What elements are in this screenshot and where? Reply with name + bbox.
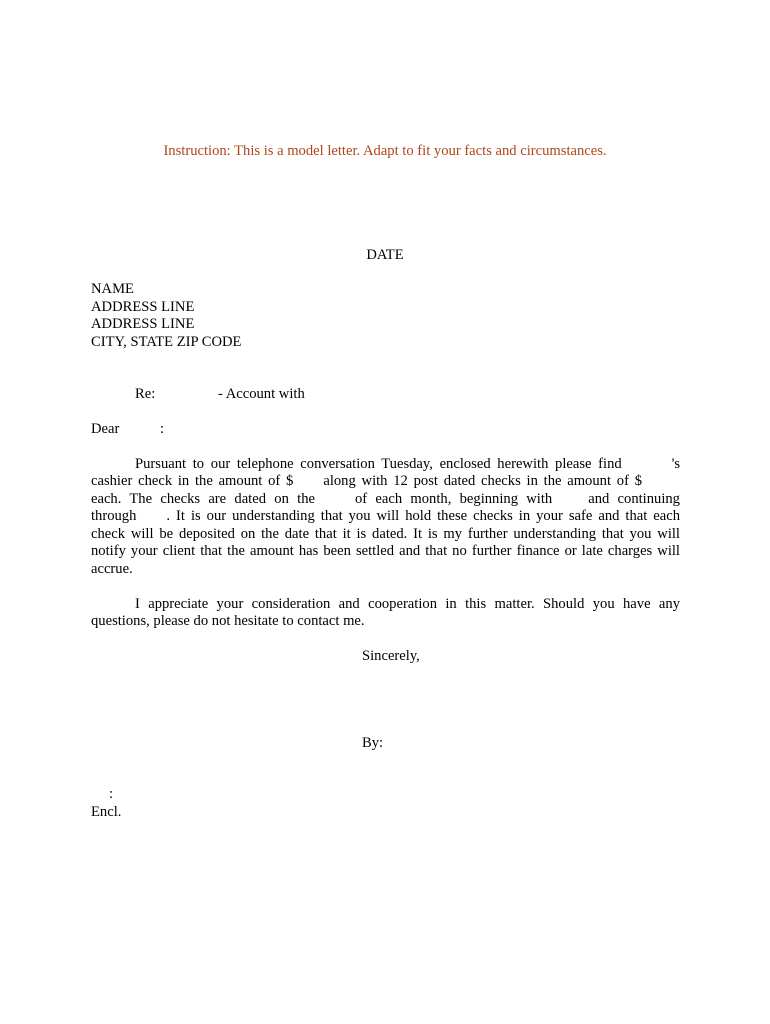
recipient-name: NAME (91, 281, 134, 297)
paragraph-1-line-2 (91, 473, 680, 491)
p1-line4-text-b: . It is our understanding that you will hold these checks in your safe and that each (166, 508, 680, 524)
initials-colon: : (109, 786, 114, 802)
p1-line4-text-a: through (91, 508, 137, 524)
paragraph-1-line-5: check will be deposited on the date that it is dated. It is my further understanding that you will (91, 526, 680, 542)
p1-line1-text: Pursuant to our telephone conversation Tuesday, enclosed herewith please find (135, 456, 622, 472)
p1-line1-possessive: 's (671, 456, 680, 472)
closing: Sincerely, (362, 648, 420, 664)
p1-line2-text-b: along with 12 post dated checks in the amount of $ (323, 473, 642, 489)
p1-line3-text-b: of each month, beginning with (354, 491, 553, 507)
paragraph-2-line-1: I appreciate your consideration and cooperation in this matter. Should you have any (135, 596, 680, 612)
recipient-address-line-1: ADDRESS LINE (91, 299, 195, 315)
recipient-city-state-zip: CITY, STATE ZIP CODE (91, 334, 242, 350)
salutation-colon: : (160, 421, 165, 437)
paragraph-1-line-1 (135, 456, 680, 474)
p1-line3-text-a: each. The checks are dated on the (91, 491, 315, 507)
paragraph-2-line-2: questions, please do not hesitate to contact me. (91, 613, 365, 629)
paragraph-1-line-3 (91, 491, 680, 509)
instruction-note: Instruction: This is a model letter. Adapt to fit your facts and circumstances. (163, 143, 607, 159)
signature-by: By: (362, 735, 384, 751)
enclosure-note: Encl. (91, 804, 122, 820)
paragraph-1-line-4 (91, 508, 680, 526)
re-label: Re: (135, 386, 156, 402)
paragraph-1-line-6: notify your client that the amount has been settled and that no further finance or late charges will (91, 543, 680, 559)
p1-line3-text-c: and continuing (588, 491, 680, 507)
letter-date: DATE (366, 247, 404, 263)
salutation-word: Dear (91, 421, 120, 437)
re-subject: - Account with (218, 386, 305, 402)
paragraph-1-line-7: accrue. (91, 561, 133, 577)
recipient-address-line-2: ADDRESS LINE (91, 316, 195, 332)
p1-line2-text-a: cashier check in the amount of $ (91, 473, 294, 489)
